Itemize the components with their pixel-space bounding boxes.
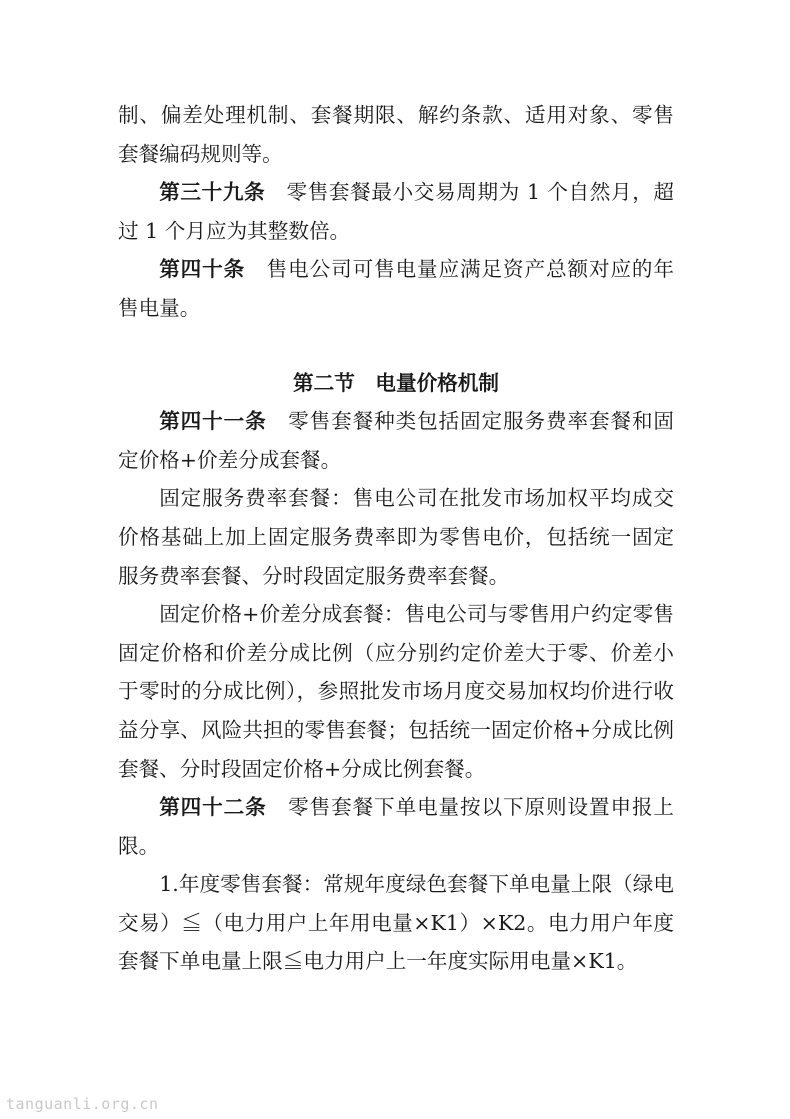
article-number: 第四十一条 <box>159 409 267 434</box>
section-spacer <box>118 328 674 364</box>
article-text: 零售套餐最小交易周期为 1 个自然月，超过 1 个月应为其整数倍。 <box>118 180 675 243</box>
paragraph-text: 固定价格+价差分成套餐：售电公司与零售用户约定零售固定价格和价差分成比例（应分别约定价差大于零、价差小于零时的分成比例），参照批发市场月度交易加权均价进行收益分享、风险共担的零售套餐；包括统一固定价格+分成比例套餐、分时段固定价格+分成比例套餐。 <box>118 602 674 781</box>
article-text: 售电公司可售电量应满足资产总额对应的年售电量。 <box>118 257 675 320</box>
section-heading: 第二节 电量价格机制 <box>293 370 499 395</box>
paragraph-annual-package <box>118 865 674 981</box>
paragraph-text: 固定服务费率套餐：售电公司在批发市场加权平均成交价格基础上加上固定服务费率即为零售电价，包括统一固定服务费率套餐、分时段固定服务费率套餐。 <box>118 486 674 588</box>
article-text: 零售套餐种类包括固定服务费率套餐和固定价格+价差分成套餐。 <box>118 409 675 472</box>
document-page <box>118 96 674 981</box>
paragraph-text: 制、偏差处理机制、套餐期限、解约条款、适用对象、零售套餐编码规则等。 <box>118 103 674 166</box>
article-39 <box>118 173 674 250</box>
article-number: 第四十条 <box>159 257 246 282</box>
article-number: 第三十九条 <box>159 180 266 205</box>
paragraph-text: 1.年度零售套餐：常规年度绿色套餐下单电量上限（绿电交易）≦（电力用户上年用电量×K1）×K2。电力用户年度套餐下单电量上限≦电力用户上一年度实际用电量×K1。 <box>118 872 674 974</box>
article-41 <box>118 402 674 479</box>
paragraph-continuation <box>118 96 674 173</box>
article-40 <box>118 250 674 327</box>
paragraph-fixed-price-spread <box>118 595 674 788</box>
paragraph-fixed-service-fee <box>118 479 674 595</box>
article-number: 第四十二条 <box>159 795 267 820</box>
watermark-text: tanguanli.org.cn <box>6 1095 159 1113</box>
article-42 <box>118 788 674 865</box>
article-text: 零售套餐下单电量按以下原则设置申报上限。 <box>118 795 675 858</box>
